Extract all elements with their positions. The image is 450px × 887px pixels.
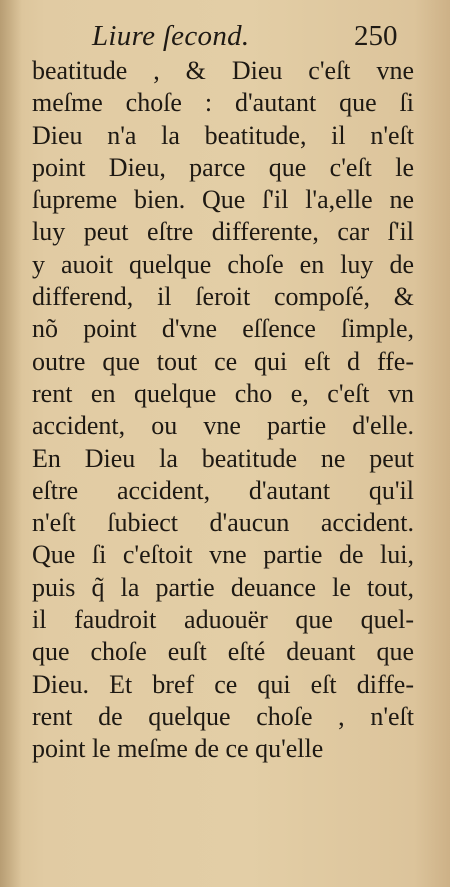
body-text [32, 55, 414, 766]
text-line: Que ſi c'eſtoit vne partie de lui, [32, 540, 414, 570]
text-line: differend, il ſeroit compoſé, & [32, 282, 414, 312]
text-line: outre que tout ce qui eſt d ffe- [32, 346, 414, 376]
text-line: accident, ou vne partie d'elle. [32, 411, 414, 441]
running-title: Liure ſecond. [92, 20, 250, 52]
text-line: rent en quelque cho e, c'eſt vn [32, 378, 414, 408]
page-number: 250 [354, 20, 398, 52]
text-line: ſupreme bien. Que ſ'il l'a,elle ne [32, 185, 414, 215]
text-line: luy peut eſtre differente, car ſ'il [32, 217, 414, 247]
text-line: rent de quelque choſe , n'eſt [32, 701, 414, 731]
text-line: Dieu. Et bref ce qui eſt diffe- [32, 669, 414, 699]
text-line: n'eſt ſubiect d'aucun accident. [32, 508, 414, 538]
text-line: nõ point d'vne eſſence ſimple, [32, 314, 414, 344]
text-line: point Dieu, parce que c'eſt le [32, 152, 414, 182]
gutter-shadow [0, 0, 22, 887]
text-line: meſme choſe : d'autant que ſi [32, 88, 414, 118]
text-line: il faudroit aduouër que quel- [32, 605, 414, 635]
text-line: beatitude , & Dieu c'eſt vne [32, 56, 414, 85]
text-line: Dieu n'a la beatitude, il n'eſt [32, 120, 414, 150]
text-line: point le meſme de ce qu'elle [32, 734, 324, 764]
text-line: En Dieu la beatitude ne peut [32, 443, 414, 473]
text-line: eſtre accident, d'autant qu'il [32, 475, 414, 505]
text-line: y auoit quelque choſe en luy de [32, 249, 414, 279]
page-header [0, 20, 450, 56]
text-line: que choſe euſt eſté deuant que [32, 637, 414, 667]
text-line: puis q̃ la partie deuance le tout, [32, 572, 414, 602]
